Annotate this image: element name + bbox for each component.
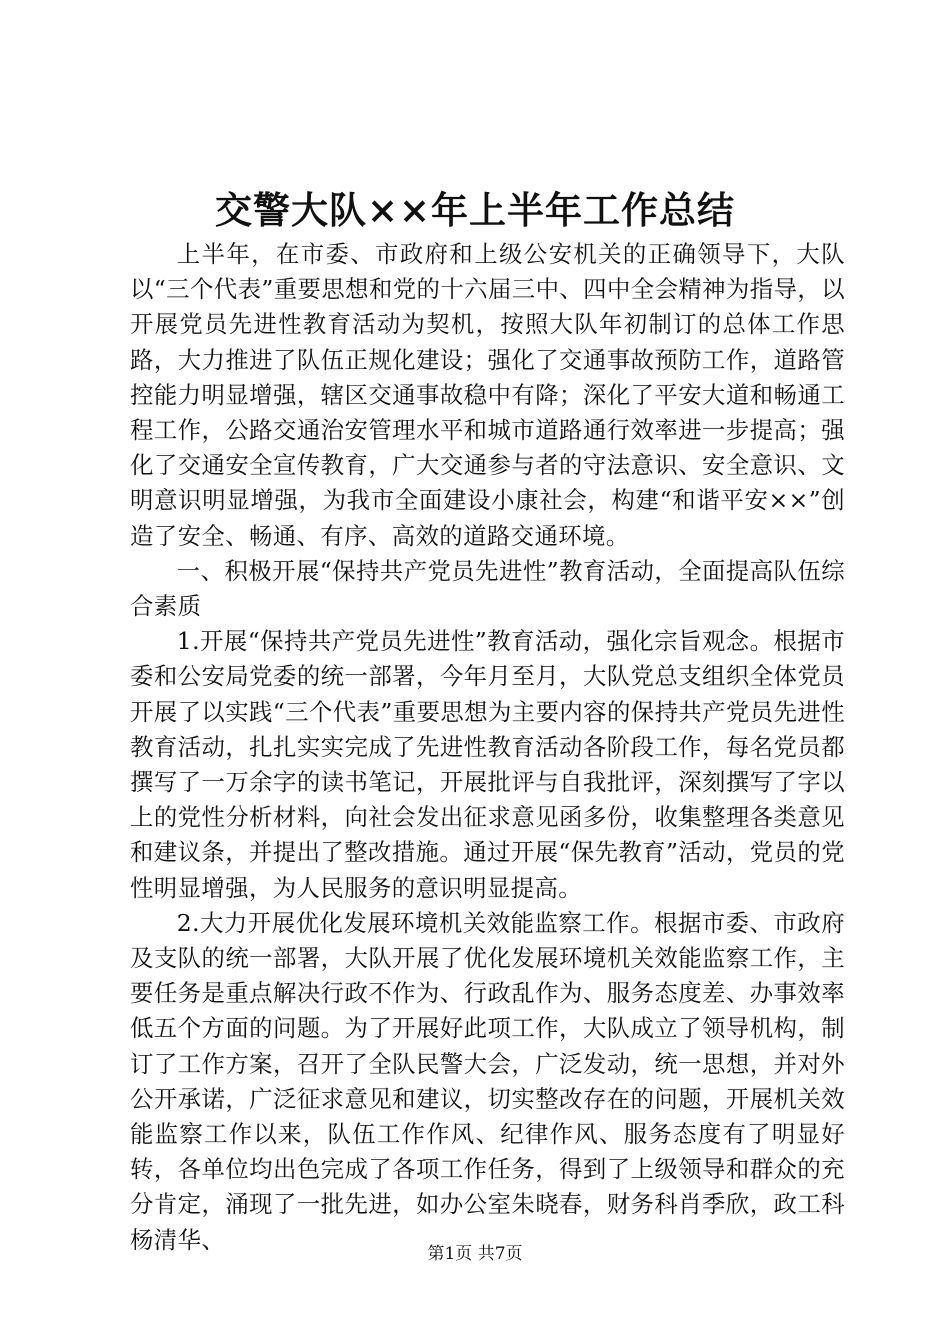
document-title: 交警大队××年上半年工作总结 <box>214 188 735 232</box>
page-number-footer: 第1页 共7页 <box>427 1244 523 1264</box>
item-paragraph-1: 1.开展“保持共产党员先进性”教育活动，强化宗旨观念。根据市委和公安局党委的统一部署，今年月至月，大队党总支组织全体党员开展了以实践“三个代表”重要思想为主要内容的保持共产党员先进性教育活动，扎扎实实完成了先进性教育活动各阶段工作，每名党员都撰写了一万余字的读书笔记，开展批评与自我批评，深刻撰写了字以上的党性分析材料，向社会发出征求意见函多份，收集整理各类意见和建议条，并提出了整改措施。通过开展“保先教育”活动，党员的党性明显增强，为人民服务的意识明显提高。 <box>130 627 845 902</box>
section-heading-1: 一、积极开展“保持共产党员先进性”教育活动，全面提高队伍综合素质 <box>130 556 845 621</box>
item-paragraph-2: 2.大力开展优化发展环境机关效能监察工作。根据市委、市政府及支队的统一部署，大队开展了优化发展环境机关效能监察工作，主要任务是重点解决行政不作为、行政乱作为、服务态度差、办事效率低五个方面的问题。为了开展好此项工作，大队成立了领导机构，制订了工作方案，召开了全队民警大会，广泛发动，统一思想，并对外公开承诺，广泛征求意见和建议，切实整改存在的问题，开展机关效能监察工作以来，队伍工作作风、纪律作风、服务态度有了明显好转，各单位均出色完成了各项工作任务，得到了上级领导和群众的充分肯定，涌现了一批先进，如办公室朱晓春，财务科肖季欣，政工科杨清华、 <box>130 908 845 1254</box>
intro-paragraph: 上半年，在市委、市政府和上级公安机关的正确领导下，大队以“三个代表”重要思想和党的十六届三中、四中全会精神为指导，以开展党员先进性教育活动为契机，按照大队年初制订的总体工作思路，大力推进了队伍正规化建设；强化了交通事故预防工作，道路管控能力明显增强，辖区交通事故稳中有降；深化了平安大道和畅通工程工作，公路交通治安管理水平和城市道路通行效率进一步提高；强化了交通安全宣传教育，广大交通参与者的守法意识、安全意识、文明意识明显增强，为我市全面建设小康社会，构建“和谐平安××”创造了安全、畅通、有序、高效的道路交通环境。 <box>130 240 845 550</box>
document-body <box>130 237 845 1258</box>
